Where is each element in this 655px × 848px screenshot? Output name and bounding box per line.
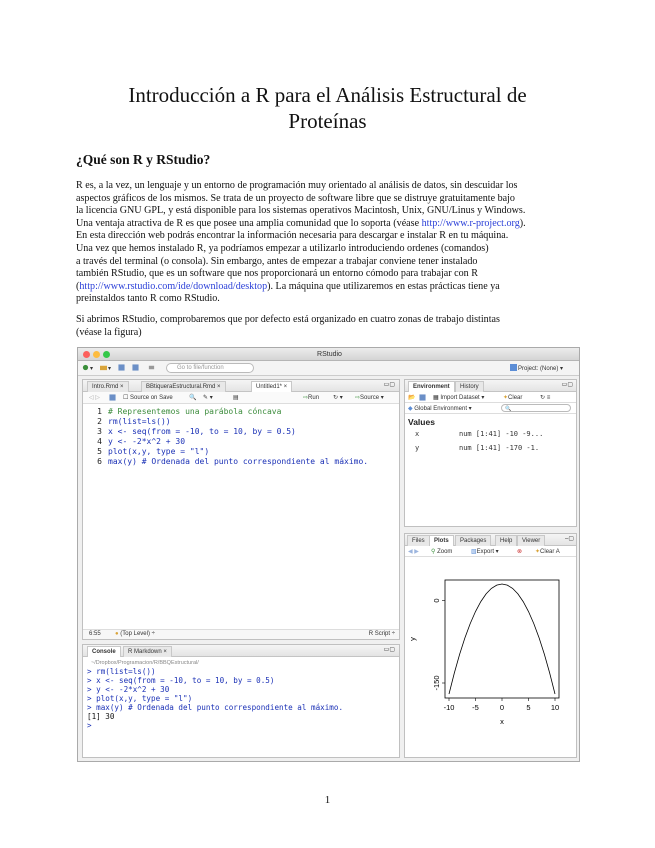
code-line: 6 max(y) # Ordenada del punto correspondiente al máximo.	[97, 457, 369, 466]
p2-line: (véase la figura)	[76, 326, 142, 338]
env-row-name[interactable]: x	[415, 430, 420, 438]
plots-toolbar	[405, 546, 576, 557]
clear-label: Clear	[508, 395, 523, 401]
source-on-save-label: Source on Save	[130, 395, 173, 401]
env-row-value: num [1:41] -170 -1.	[459, 444, 540, 452]
tab-rmarkdown[interactable]: R Markdown ×	[123, 646, 172, 657]
plot-frame	[445, 580, 559, 698]
environment-tabbar	[405, 380, 576, 392]
import-label: Import Dataset ▾	[440, 395, 485, 401]
x-tick-label: 0	[499, 703, 505, 712]
console-line: > y <- -2*x^2 + 30	[87, 685, 170, 694]
clear-env-button[interactable]: ✦Clear	[503, 395, 523, 401]
tab-untitled1[interactable]: Untitled1* ×	[251, 381, 292, 392]
save-icon[interactable]	[118, 364, 126, 372]
tab-packages[interactable]: Packages	[455, 535, 491, 546]
tab-environment[interactable]: Environment	[408, 381, 455, 392]
compile-icon[interactable]: ▤	[233, 395, 239, 401]
r-project-link[interactable]: http://www.r-project.org	[421, 217, 520, 229]
p1-line	[76, 281, 580, 294]
console-line: [1] 30	[87, 712, 115, 721]
paragraph-2	[76, 314, 580, 339]
console-line: > plot(x,y, type = "l")	[87, 694, 193, 703]
cursor-position: 6:55	[89, 631, 101, 637]
rstudio-window	[77, 347, 580, 762]
code-line: 3 x <- seq(from = -10, to = 10, by = 0.5)	[97, 427, 296, 436]
title-line-2: Proteínas	[288, 109, 367, 133]
plots-pane	[404, 533, 577, 758]
new-file-icon[interactable]: ▾	[82, 364, 93, 372]
x-tick-label: 10	[550, 703, 560, 712]
tab-intro[interactable]: Intro.Rmd ×	[87, 381, 129, 392]
scope-label: (Top Level) ÷	[120, 631, 155, 637]
code-line: 5 plot(x,y, type = "l")	[97, 447, 210, 456]
p1-line: también RStudio, que es un software que nos proporcionará un entorno cómodo para trabajar con R	[76, 268, 478, 280]
code-editor[interactable]	[83, 407, 399, 627]
p1-line: R es, a la vez, un lenguaje y un entorno de programación muy orientado al análisis de datos, sin descuidar los	[76, 180, 518, 191]
p1-line: Una vez que hemos instalado R, ya podríamos empezar a utilizarlo introduciendo ordenes (comandos)	[76, 242, 489, 254]
editor-tabbar	[83, 380, 399, 392]
import-dataset-button[interactable]: ▦ Import Dataset ▾	[433, 395, 485, 401]
tab-plots[interactable]: Plots	[429, 535, 454, 546]
tab-files[interactable]: Files	[407, 535, 430, 546]
rstudio-link[interactable]: http://www.rstudio.com/ide/download/desktop	[79, 280, 268, 292]
env-search-input[interactable]	[501, 404, 571, 412]
window-title: RStudio	[317, 351, 342, 358]
tab-viewer[interactable]: Viewer	[517, 535, 545, 546]
p1-line: aspectos gráficos de los mismos. Se trata de un proyecto de software libre que se distruye gratuitamente bajo	[76, 192, 515, 204]
x-tick-label: -10	[443, 703, 455, 712]
y-tick-label: 0	[432, 598, 441, 603]
code-line: 1 # Representemos una parábola cóncava	[97, 407, 282, 416]
editor-save-icon[interactable]	[109, 394, 117, 402]
back-forward-icon[interactable]: ◁ ▷	[89, 395, 100, 401]
window-titlebar	[78, 348, 580, 361]
console-path: ~/Dropbox/Programacion/R/BBQEstructural/	[91, 660, 199, 666]
project-label: Project: (None)	[518, 366, 559, 372]
page-title	[60, 82, 595, 134]
source-label: Source	[360, 395, 380, 401]
section-heading: ¿Qué son R y RStudio?	[76, 152, 211, 167]
environment-pane	[404, 379, 577, 527]
editor-toolbar	[83, 392, 399, 404]
project-menu[interactable]: Project: (None) ▾	[510, 364, 563, 372]
env-search-icon: 🔍	[505, 406, 512, 412]
rerun-icon[interactable]: ↻ ▾	[333, 395, 343, 401]
x-tick-label: -5	[472, 703, 479, 712]
tab-console[interactable]: Console	[87, 646, 121, 657]
p1-line: preinstaldos tanto R como RStudio.	[76, 293, 220, 305]
export-button[interactable]: ▧Export ▾	[471, 549, 499, 555]
paragraph-1	[76, 180, 580, 306]
p1-line: a través del terminal (o consola). Sin embargo, antes de empezar a trabajar conviene tener instalado	[76, 255, 478, 267]
x-tick-label: 5	[526, 703, 531, 712]
p1-text: Una ventaja atractiva de R es que posee una amplia comunidad que lo soporta (véase	[76, 217, 422, 229]
page-number: 1	[324, 794, 331, 806]
environment-toolbar	[405, 392, 576, 403]
plot-area	[405, 574, 576, 757]
console-prompt: >	[87, 721, 92, 730]
goto-file-input[interactable]: Go to file/function	[166, 363, 254, 373]
refresh-icon[interactable]: ↻ ≡	[540, 395, 551, 401]
plots-minimize-icon[interactable]: –▢	[564, 536, 574, 542]
p2-line: Si abrimos RStudio, comprobaremos que por defecto está organizado en cuatro zonas de trabajo distintas	[76, 314, 500, 325]
tab-history[interactable]: History	[455, 381, 484, 392]
env-row-value: num [1:41] -10 -9...	[459, 430, 544, 438]
run-button[interactable]: ⇨Run	[303, 395, 320, 401]
p1-line	[76, 218, 580, 231]
y-tick-label: -150	[432, 675, 441, 691]
plot-nav-icon[interactable]: ◀ ▶	[408, 549, 419, 555]
global-env-label: Global Environment ▾	[414, 406, 472, 412]
zoom-button[interactable]: ⚲ Zoom	[431, 549, 453, 555]
zoom-dot-icon[interactable]	[103, 351, 110, 358]
values-header: Values	[408, 417, 435, 427]
series-line	[449, 584, 555, 694]
load-workspace-icon[interactable]: 📂	[408, 395, 416, 401]
editor-statusbar	[83, 629, 399, 639]
source-on-save-checkbox[interactable]: ☐ Source on Save	[123, 395, 173, 401]
p1-text: ).	[519, 217, 526, 229]
print-icon[interactable]	[148, 364, 156, 372]
save-workspace-icon[interactable]	[419, 394, 427, 402]
console-tabbar	[83, 645, 399, 657]
clear-all-button[interactable]: ✦Clear A	[535, 549, 560, 555]
global-env-selector[interactable]: ◆ Global Environment ▾	[408, 406, 472, 412]
x-axis-label: x	[500, 717, 504, 726]
env-maximize-icon[interactable]: ▭▢	[561, 382, 573, 388]
p1-text: ). La máquina que utilizaremos en estas prácticas tiene ya	[267, 280, 500, 292]
console-maximize-icon[interactable]: ▭▢	[383, 647, 395, 653]
export-label: Export ▾	[476, 549, 499, 555]
console-pane	[82, 644, 400, 758]
code-line: 2 rm(list=ls())	[97, 417, 171, 426]
save-all-icon[interactable]	[132, 364, 140, 372]
env-row-name[interactable]: y	[415, 444, 420, 452]
console-line: > rm(list=ls())	[87, 667, 156, 676]
p1-line: la licencia GNU GPL, y está disponible para los sistemas operativos Macintosh, Unix, GNU/Linus y Windows.	[76, 205, 526, 217]
title-line-1: Introducción a R para el Análisis Estructural de	[128, 83, 527, 107]
tab-help[interactable]: Help	[495, 535, 517, 546]
p1-text: (	[76, 280, 80, 292]
zoom-label: Zoom	[437, 549, 453, 555]
plots-tabbar	[405, 534, 576, 546]
p1-line: En esta dirección web podrás encontrar la información necesaria para descargar e instalar R en tu máquina.	[76, 230, 509, 242]
search-icon[interactable]: 🔍	[189, 395, 197, 401]
maximize-pane-icon[interactable]: ▭▢	[383, 382, 395, 388]
file-type-selector[interactable]: R Script ÷	[368, 631, 395, 637]
console-line: > x <- seq(from = -10, to = 10, by = 0.5)	[87, 676, 275, 685]
tab-bbtiquera[interactable]: BBtiqueraEstructural.Rmd ×	[141, 381, 226, 392]
close-dot-icon[interactable]	[83, 351, 90, 358]
minimize-dot-icon[interactable]	[93, 351, 100, 358]
console-line: > max(y) # Ordenada del punto correspondiente al máximo.	[87, 703, 344, 712]
editor-pane	[82, 379, 400, 640]
open-project-icon[interactable]: ▾	[100, 364, 111, 372]
scope-selector[interactable]: ● (Top Level) ÷	[115, 631, 155, 637]
main-toolbar	[78, 361, 580, 376]
wand-icon[interactable]: ✎ ▾	[203, 395, 213, 401]
y-axis-label: y	[408, 637, 417, 641]
source-button[interactable]: ⇨Source ▾	[355, 395, 384, 401]
environment-scope-bar	[405, 403, 576, 414]
remove-plot-icon[interactable]: ⊗	[517, 549, 523, 555]
run-label: Run	[308, 395, 320, 401]
clear-all-label: Clear A	[540, 549, 560, 555]
code-line: 4 y <- -2*x^2 + 30	[97, 437, 186, 446]
